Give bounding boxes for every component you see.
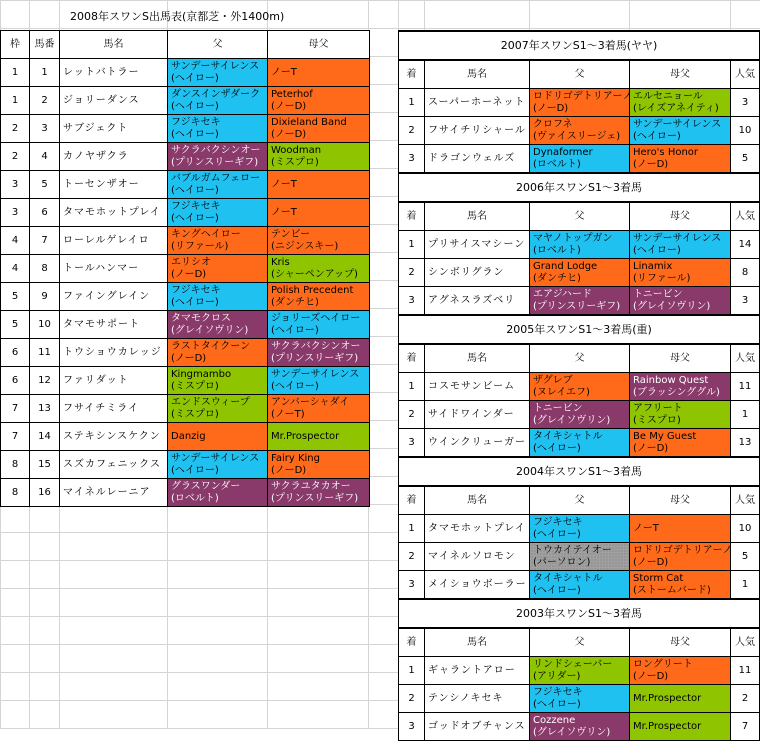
column-header: 人気 xyxy=(731,60,760,89)
waku-cell: 8 xyxy=(1,451,30,479)
finish-position-cell: 2 xyxy=(399,117,425,145)
horse-name-cell: レットバトラー xyxy=(60,59,168,87)
horse-name-cell: サイドワインダー xyxy=(425,401,530,429)
horse-name-cell: ドラゴンウェルズ xyxy=(425,145,530,174)
damsire-cell: Peterhof (ノーD) xyxy=(268,87,370,115)
waku-cell: 5 xyxy=(1,283,30,311)
horse-name-cell: スーパーホーネット xyxy=(425,89,530,117)
horse-name-cell: トールハンマー xyxy=(60,255,168,283)
table-row xyxy=(1,423,370,451)
damsire-cell: ロドリゴデトリアーノ (ノーD) xyxy=(630,543,731,571)
horse-name-cell: ジョリーダンス xyxy=(60,87,168,115)
table-row xyxy=(399,89,760,117)
table-row xyxy=(399,287,760,316)
table-row xyxy=(1,451,370,479)
header-row xyxy=(399,628,760,657)
table-row xyxy=(1,479,370,507)
table-row xyxy=(399,515,760,543)
header-row xyxy=(399,486,760,515)
column-header: 馬番 xyxy=(30,31,60,59)
table-row xyxy=(1,143,370,171)
umaban-cell: 2 xyxy=(30,87,60,115)
waku-cell: 5 xyxy=(1,311,30,339)
section-title: 2005年スワンS1～3着馬(重) xyxy=(399,315,760,344)
section-title-row xyxy=(399,173,760,202)
sire-cell: ロドリゴデトリアーノ (ノーD) xyxy=(530,89,630,117)
sire-cell: Danzig xyxy=(168,423,268,451)
column-header: 父 xyxy=(530,628,630,657)
popularity-cell: 8 xyxy=(731,259,760,287)
umaban-cell: 12 xyxy=(30,367,60,395)
umaban-cell: 7 xyxy=(30,227,60,255)
table-row xyxy=(399,713,760,741)
column-header: 着 xyxy=(399,628,425,657)
column-header: 着 xyxy=(399,486,425,515)
table-row xyxy=(1,115,370,143)
waku-cell: 1 xyxy=(1,87,30,115)
popularity-cell: 2 xyxy=(731,685,760,713)
sire-cell: トニービン (グレイソヴリン) xyxy=(530,401,630,429)
finish-position-cell: 3 xyxy=(399,287,425,316)
section-title-row xyxy=(399,31,760,60)
sire-cell: サンデーサイレンス (ヘイロー) xyxy=(168,451,268,479)
umaban-cell: 11 xyxy=(30,339,60,367)
popularity-cell: 14 xyxy=(731,231,760,259)
damsire-cell: Linamix (リファール) xyxy=(630,259,731,287)
horse-name-cell: タマモホットプレイ xyxy=(425,515,530,543)
horse-name-cell: アグネスラズベリ xyxy=(425,287,530,316)
horse-name-cell: トウショウカレッジ xyxy=(60,339,168,367)
finish-position-cell: 2 xyxy=(399,401,425,429)
section-title: 2007年スワンS1～3着馬(ヤヤ) xyxy=(399,31,760,60)
horse-name-cell: ステキシンスケクン xyxy=(60,423,168,451)
popularity-cell: 3 xyxy=(731,89,760,117)
damsire-cell: Fairy King (ノーD) xyxy=(268,451,370,479)
table-row xyxy=(1,367,370,395)
horse-name-cell: ギャラントアロー xyxy=(425,657,530,685)
damsire-cell: サンデーサイレンス (ヘイロー) xyxy=(630,231,731,259)
damsire-cell: サンデーサイレンス (ヘイロー) xyxy=(268,367,370,395)
damsire-cell: ジョリーズヘイロー (ヘイロー) xyxy=(268,311,370,339)
table-row xyxy=(1,199,370,227)
table-row xyxy=(399,259,760,287)
horse-name-cell: テンシノキセキ xyxy=(425,685,530,713)
umaban-cell: 9 xyxy=(30,283,60,311)
damsire-cell: Rainbow Quest (ブラッシンググル) xyxy=(630,373,731,401)
umaban-cell: 4 xyxy=(30,143,60,171)
past-results-table xyxy=(398,30,760,741)
sire-cell: フジキセキ (ヘイロー) xyxy=(168,199,268,227)
column-header: 母父 xyxy=(630,344,731,373)
damsire-cell: Hero's Honor (ノーD) xyxy=(630,145,731,174)
table-row xyxy=(1,283,370,311)
sire-cell: タイキシャトル (ヘイロー) xyxy=(530,571,630,600)
waku-cell: 2 xyxy=(1,143,30,171)
sire-cell: ラストタイクーン (ノーD) xyxy=(168,339,268,367)
horse-name-cell: ゴッドオブチャンス xyxy=(425,713,530,741)
horse-name-cell: ローレルゲレイロ xyxy=(60,227,168,255)
finish-position-cell: 1 xyxy=(399,89,425,117)
horse-name-cell: サブジェクト xyxy=(60,115,168,143)
damsire-cell: アフリート (ミスプロ) xyxy=(630,401,731,429)
column-header: 馬名 xyxy=(425,60,530,89)
finish-position-cell: 3 xyxy=(399,571,425,600)
popularity-cell: 1 xyxy=(731,401,760,429)
waku-cell: 4 xyxy=(1,255,30,283)
column-header: 母父 xyxy=(630,202,731,231)
damsire-cell: Kris (シャーペンアップ) xyxy=(268,255,370,283)
section-title-row xyxy=(399,315,760,344)
table-row xyxy=(399,429,760,458)
sire-cell: クロフネ (ヴァイスリージェ) xyxy=(530,117,630,145)
umaban-cell: 16 xyxy=(30,479,60,507)
section-title: 2006年スワンS1～3着馬 xyxy=(399,173,760,202)
column-header: 馬名 xyxy=(425,486,530,515)
column-header: 父 xyxy=(530,202,630,231)
sire-cell: Kingmambo (ミスプロ) xyxy=(168,367,268,395)
section-title: 2003年スワンS1～3着馬 xyxy=(399,599,760,628)
waku-cell: 6 xyxy=(1,367,30,395)
horse-name-cell: トーセンザオー xyxy=(60,171,168,199)
table-row xyxy=(1,395,370,423)
table-row xyxy=(399,373,760,401)
waku-cell: 6 xyxy=(1,339,30,367)
popularity-cell: 3 xyxy=(731,287,760,316)
horse-name-cell: シンボリグラン xyxy=(425,259,530,287)
popularity-cell: 10 xyxy=(731,515,760,543)
column-header: 人気 xyxy=(731,628,760,657)
horse-name-cell: プリサイスマシーン xyxy=(425,231,530,259)
finish-position-cell: 1 xyxy=(399,373,425,401)
damsire-cell: ノーT xyxy=(268,59,370,87)
column-header: 父 xyxy=(168,31,268,59)
table-row xyxy=(1,227,370,255)
header-row xyxy=(399,202,760,231)
umaban-cell: 1 xyxy=(30,59,60,87)
damsire-cell: サンデーサイレンス (ヘイロー) xyxy=(630,117,731,145)
column-header: 父 xyxy=(530,344,630,373)
table-row xyxy=(1,171,370,199)
damsire-cell: Mr.Prospector xyxy=(630,685,731,713)
popularity-cell: 11 xyxy=(731,657,760,685)
damsire-cell: Mr.Prospector xyxy=(268,423,370,451)
horse-name-cell: コスモサンビーム xyxy=(425,373,530,401)
sire-cell: タイキシャトル (ヘイロー) xyxy=(530,429,630,458)
popularity-cell: 13 xyxy=(731,429,760,458)
horse-name-cell: タマモホットプレイ xyxy=(60,199,168,227)
damsire-cell: サクラバクシンオー (プリンスリーギフ) xyxy=(268,339,370,367)
table-row xyxy=(399,657,760,685)
column-header: 馬名 xyxy=(425,202,530,231)
umaban-cell: 8 xyxy=(30,255,60,283)
damsire-cell: テンビー (ニジンスキー) xyxy=(268,227,370,255)
sire-cell: リンドシェーバー (アリダー) xyxy=(530,657,630,685)
horse-name-cell: ウインクリューガー xyxy=(425,429,530,458)
umaban-cell: 5 xyxy=(30,171,60,199)
section-title: 2004年スワンS1～3着馬 xyxy=(399,457,760,486)
column-header: 着 xyxy=(399,60,425,89)
waku-cell: 2 xyxy=(1,115,30,143)
damsire-cell: ノーT xyxy=(268,171,370,199)
sire-cell: トウカイテイオー (パーソロン) xyxy=(530,543,630,571)
table-row xyxy=(399,571,760,600)
finish-position-cell: 1 xyxy=(399,657,425,685)
sire-cell: Dynaformer (ロベルト) xyxy=(530,145,630,174)
header-row xyxy=(399,60,760,89)
column-header: 母父 xyxy=(268,31,370,59)
sire-cell: エンドスウィープ (ミスプロ) xyxy=(168,395,268,423)
damsire-cell: Mr.Prospector xyxy=(630,713,731,741)
column-header: 着 xyxy=(399,344,425,373)
table-row xyxy=(1,87,370,115)
sire-cell: マヤノトップガン (ロベルト) xyxy=(530,231,630,259)
column-header: 父 xyxy=(530,60,630,89)
table-row xyxy=(399,231,760,259)
damsire-cell: Storm Cat (ストームバード) xyxy=(630,571,731,600)
waku-cell: 4 xyxy=(1,227,30,255)
popularity-cell: 1 xyxy=(731,571,760,600)
umaban-cell: 10 xyxy=(30,311,60,339)
popularity-cell: 5 xyxy=(731,543,760,571)
waku-cell: 7 xyxy=(1,395,30,423)
column-header: 馬名 xyxy=(425,628,530,657)
umaban-cell: 13 xyxy=(30,395,60,423)
column-header: 馬名 xyxy=(60,31,168,59)
sire-cell: Cozzene (グレイソヴリン) xyxy=(530,713,630,741)
damsire-cell: ノーT xyxy=(630,515,731,543)
table-row xyxy=(399,401,760,429)
finish-position-cell: 3 xyxy=(399,429,425,458)
table-row xyxy=(399,145,760,174)
sire-cell: Grand Lodge (ダンチヒ) xyxy=(530,259,630,287)
column-header: 父 xyxy=(530,486,630,515)
horse-name-cell: タマモサポート xyxy=(60,311,168,339)
column-header: 着 xyxy=(399,202,425,231)
table-row xyxy=(1,59,370,87)
column-header: 枠 xyxy=(1,31,30,59)
table-row xyxy=(1,255,370,283)
finish-position-cell: 2 xyxy=(399,543,425,571)
section-title-row xyxy=(399,457,760,486)
finish-position-cell: 3 xyxy=(399,713,425,741)
finish-position-cell: 1 xyxy=(399,231,425,259)
header-row xyxy=(399,344,760,373)
sire-cell: エアジハード (プリンスリーギフ) xyxy=(530,287,630,316)
finish-position-cell: 2 xyxy=(399,259,425,287)
sire-cell: キングヘイロー (リファール) xyxy=(168,227,268,255)
column-header: 馬名 xyxy=(425,344,530,373)
column-header: 母父 xyxy=(630,628,731,657)
umaban-cell: 3 xyxy=(30,115,60,143)
section-title-row xyxy=(399,599,760,628)
horse-name-cell: フサイチリシャール xyxy=(425,117,530,145)
finish-position-cell: 2 xyxy=(399,685,425,713)
table-row xyxy=(1,311,370,339)
column-header: 母父 xyxy=(630,486,731,515)
horse-name-cell: スズカフェニックス xyxy=(60,451,168,479)
popularity-cell: 11 xyxy=(731,373,760,401)
column-header: 人気 xyxy=(731,344,760,373)
damsire-cell: トニービン (グレイソヴリン) xyxy=(630,287,731,316)
waku-cell: 8 xyxy=(1,479,30,507)
horse-name-cell: マイネルレーニア xyxy=(60,479,168,507)
sire-cell: エリシオ (ノーD) xyxy=(168,255,268,283)
table-row xyxy=(399,543,760,571)
finish-position-cell: 1 xyxy=(399,515,425,543)
horse-name-cell: ファイングレイン xyxy=(60,283,168,311)
sire-cell: サンデーサイレンス (ヘイロー) xyxy=(168,59,268,87)
sire-cell: フジキセキ (ヘイロー) xyxy=(168,115,268,143)
sire-cell: サクラバクシンオー (プリンスリーギフ) xyxy=(168,143,268,171)
finish-position-cell: 3 xyxy=(399,145,425,174)
umaban-cell: 15 xyxy=(30,451,60,479)
sire-cell: フジキセキ (ヘイロー) xyxy=(530,685,630,713)
sire-cell: ダンスインザダーク (ヘイロー) xyxy=(168,87,268,115)
page-title: 2008年スワンS出馬表(京都芝・外1400m) xyxy=(70,10,285,23)
sire-cell: ザグレブ (ヌレイエフ) xyxy=(530,373,630,401)
damsire-cell: Dixieland Band (ノーD) xyxy=(268,115,370,143)
horse-name-cell: カノヤザクラ xyxy=(60,143,168,171)
header-row xyxy=(1,31,370,59)
damsire-cell: アンバーシャダイ (ノーT) xyxy=(268,395,370,423)
popularity-cell: 7 xyxy=(731,713,760,741)
popularity-cell: 10 xyxy=(731,117,760,145)
sire-cell: フジキセキ (ヘイロー) xyxy=(530,515,630,543)
sire-cell: バブルガムフェロー (ヘイロー) xyxy=(168,171,268,199)
sire-cell: グラスワンダー (ロベルト) xyxy=(168,479,268,507)
damsire-cell: Woodman (ミスプロ) xyxy=(268,143,370,171)
umaban-cell: 6 xyxy=(30,199,60,227)
sire-cell: フジキセキ (ヘイロー) xyxy=(168,283,268,311)
damsire-cell: Polish Precedent (ダンチヒ) xyxy=(268,283,370,311)
damsire-cell: ノーT xyxy=(268,199,370,227)
damsire-cell: サクラユタカオー (プリンスリーギフ) xyxy=(268,479,370,507)
horse-name-cell: ファリダット xyxy=(60,367,168,395)
waku-cell: 3 xyxy=(1,171,30,199)
sire-cell: タマモクロス (グレイソヴリン) xyxy=(168,311,268,339)
table-row xyxy=(399,685,760,713)
damsire-cell: ロングリート (ノーD) xyxy=(630,657,731,685)
column-header: 人気 xyxy=(731,202,760,231)
damsire-cell: Be My Guest (ノーD) xyxy=(630,429,731,458)
table-row xyxy=(399,117,760,145)
entry-table xyxy=(0,30,370,507)
horse-name-cell: フサイチミライ xyxy=(60,395,168,423)
horse-name-cell: メイショウボーラー xyxy=(425,571,530,600)
popularity-cell: 5 xyxy=(731,145,760,174)
table-row xyxy=(1,339,370,367)
waku-cell: 1 xyxy=(1,59,30,87)
horse-name-cell: マイネルソロモン xyxy=(425,543,530,571)
column-header: 人気 xyxy=(731,486,760,515)
column-header: 母父 xyxy=(630,60,731,89)
damsire-cell: エルセニョール (レイズアネイティ) xyxy=(630,89,731,117)
umaban-cell: 14 xyxy=(30,423,60,451)
waku-cell: 3 xyxy=(1,199,30,227)
waku-cell: 7 xyxy=(1,423,30,451)
